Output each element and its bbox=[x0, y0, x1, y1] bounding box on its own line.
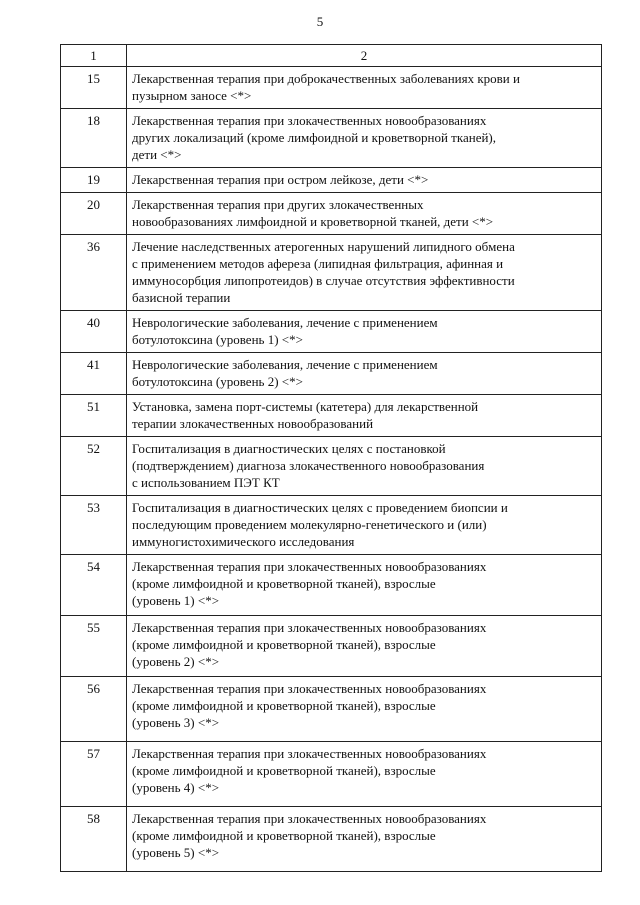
table-row bbox=[61, 437, 602, 496]
description-line: Лекарственная терапия при злокачественных новообразованиях bbox=[132, 681, 487, 696]
row-number: 40 bbox=[61, 311, 127, 353]
description-line: Лекарственная терапия при злокачественных новообразованиях bbox=[132, 620, 487, 635]
column-header-2: 2 bbox=[127, 45, 602, 67]
description-line: (кроме лимфоидной и кроветворной тканей), взрослые bbox=[132, 637, 436, 652]
table-header-row bbox=[61, 45, 602, 67]
table-row bbox=[61, 193, 602, 235]
row-number: 15 bbox=[61, 67, 127, 109]
description-line: (уровень 3) <*> bbox=[132, 715, 220, 730]
description-line: новообразованиях лимфоидной и кроветворной тканей, дети <*> bbox=[132, 214, 494, 229]
row-number: 55 bbox=[61, 616, 127, 677]
description-line: (уровень 2) <*> bbox=[132, 654, 220, 669]
row-description bbox=[127, 437, 602, 496]
description-line: пузырном заносе <*> bbox=[132, 88, 252, 103]
row-number: 58 bbox=[61, 807, 127, 872]
row-description bbox=[127, 168, 602, 193]
row-description bbox=[127, 395, 602, 437]
table-row bbox=[61, 353, 602, 395]
description-line: Установка, замена порт-системы (катетера) для лекарственной bbox=[132, 399, 479, 414]
row-number: 54 bbox=[61, 555, 127, 616]
table-row bbox=[61, 807, 602, 872]
description-line: (подтверждением) диагноза злокачественного новообразования bbox=[132, 458, 485, 473]
row-number: 18 bbox=[61, 109, 127, 168]
document-table bbox=[60, 44, 602, 872]
table-row bbox=[61, 67, 602, 109]
description-line: с применением методов афереза (липидная фильтрация, афинная и bbox=[132, 256, 504, 271]
row-number: 56 bbox=[61, 677, 127, 742]
row-description bbox=[127, 311, 602, 353]
table-row bbox=[61, 677, 602, 742]
table-row bbox=[61, 311, 602, 353]
table-row bbox=[61, 616, 602, 677]
description-line: (уровень 1) <*> bbox=[132, 593, 220, 608]
row-number: 36 bbox=[61, 235, 127, 311]
table-row bbox=[61, 742, 602, 807]
row-description bbox=[127, 193, 602, 235]
description-line: (кроме лимфоидной и кроветворной тканей), взрослые bbox=[132, 828, 436, 843]
description-line: (уровень 4) <*> bbox=[132, 780, 220, 795]
row-number: 57 bbox=[61, 742, 127, 807]
row-number: 53 bbox=[61, 496, 127, 555]
description-line: Лечение наследственных атерогенных нарушений липидного обмена bbox=[132, 239, 515, 254]
table-row bbox=[61, 496, 602, 555]
description-line: ботулотоксина (уровень 2) <*> bbox=[132, 374, 303, 389]
row-description bbox=[127, 807, 602, 872]
description-line: других локализаций (кроме лимфоидной и кроветворной тканей), bbox=[132, 130, 496, 145]
description-line: дети <*> bbox=[132, 147, 182, 162]
description-line: (кроме лимфоидной и кроветворной тканей), взрослые bbox=[132, 576, 436, 591]
description-line: Лекарственная терапия при доброкачественных заболеваниях крови и bbox=[132, 71, 520, 86]
column-header-1: 1 bbox=[61, 45, 127, 67]
description-line: с использованием ПЭТ КТ bbox=[132, 475, 280, 490]
row-description bbox=[127, 677, 602, 742]
description-line: Лекарственная терапия при других злокачественных bbox=[132, 197, 424, 212]
description-line: ботулотоксина (уровень 1) <*> bbox=[132, 332, 303, 347]
row-number: 52 bbox=[61, 437, 127, 496]
description-line: Лекарственная терапия при злокачественных новообразованиях bbox=[132, 811, 487, 826]
table-row bbox=[61, 109, 602, 168]
table-row bbox=[61, 555, 602, 616]
description-line: Лекарственная терапия при злокачественных новообразованиях bbox=[132, 746, 487, 761]
row-description bbox=[127, 555, 602, 616]
description-line: Неврологические заболевания, лечение с применением bbox=[132, 357, 438, 372]
row-number: 20 bbox=[61, 193, 127, 235]
row-description bbox=[127, 742, 602, 807]
table-body bbox=[61, 67, 602, 872]
row-description bbox=[127, 67, 602, 109]
description-line: Лекарственная терапия при остром лейкозе, дети <*> bbox=[132, 172, 429, 187]
page-number: 5 bbox=[316, 14, 324, 29]
description-line: Лекарственная терапия при злокачественных новообразованиях bbox=[132, 113, 487, 128]
table-row bbox=[61, 235, 602, 311]
description-line: терапии злокачественных новообразований bbox=[132, 416, 374, 431]
table-row bbox=[61, 168, 602, 193]
description-line: (кроме лимфоидной и кроветворной тканей), взрослые bbox=[132, 698, 436, 713]
row-number: 41 bbox=[61, 353, 127, 395]
row-description bbox=[127, 616, 602, 677]
row-description bbox=[127, 109, 602, 168]
description-line: (кроме лимфоидной и кроветворной тканей), взрослые bbox=[132, 763, 436, 778]
row-description bbox=[127, 496, 602, 555]
description-line: базисной терапии bbox=[132, 290, 231, 305]
table-row bbox=[61, 395, 602, 437]
row-description bbox=[127, 235, 602, 311]
description-line: последующим проведением молекулярно-генетического и (или) bbox=[132, 517, 487, 532]
row-description bbox=[127, 353, 602, 395]
description-line: (уровень 5) <*> bbox=[132, 845, 220, 860]
description-line: Госпитализация в диагностических целях с проведением биопсии и bbox=[132, 500, 508, 515]
description-line: Неврологические заболевания, лечение с применением bbox=[132, 315, 438, 330]
description-line: иммуногистохимического исследования bbox=[132, 534, 355, 549]
row-number: 51 bbox=[61, 395, 127, 437]
description-line: Госпитализация в диагностических целях с постановкой bbox=[132, 441, 446, 456]
row-number: 19 bbox=[61, 168, 127, 193]
description-line: Лекарственная терапия при злокачественных новообразованиях bbox=[132, 559, 487, 574]
description-line: иммуносорбция липопротеидов) в случае отсутствия эффективности bbox=[132, 273, 515, 288]
